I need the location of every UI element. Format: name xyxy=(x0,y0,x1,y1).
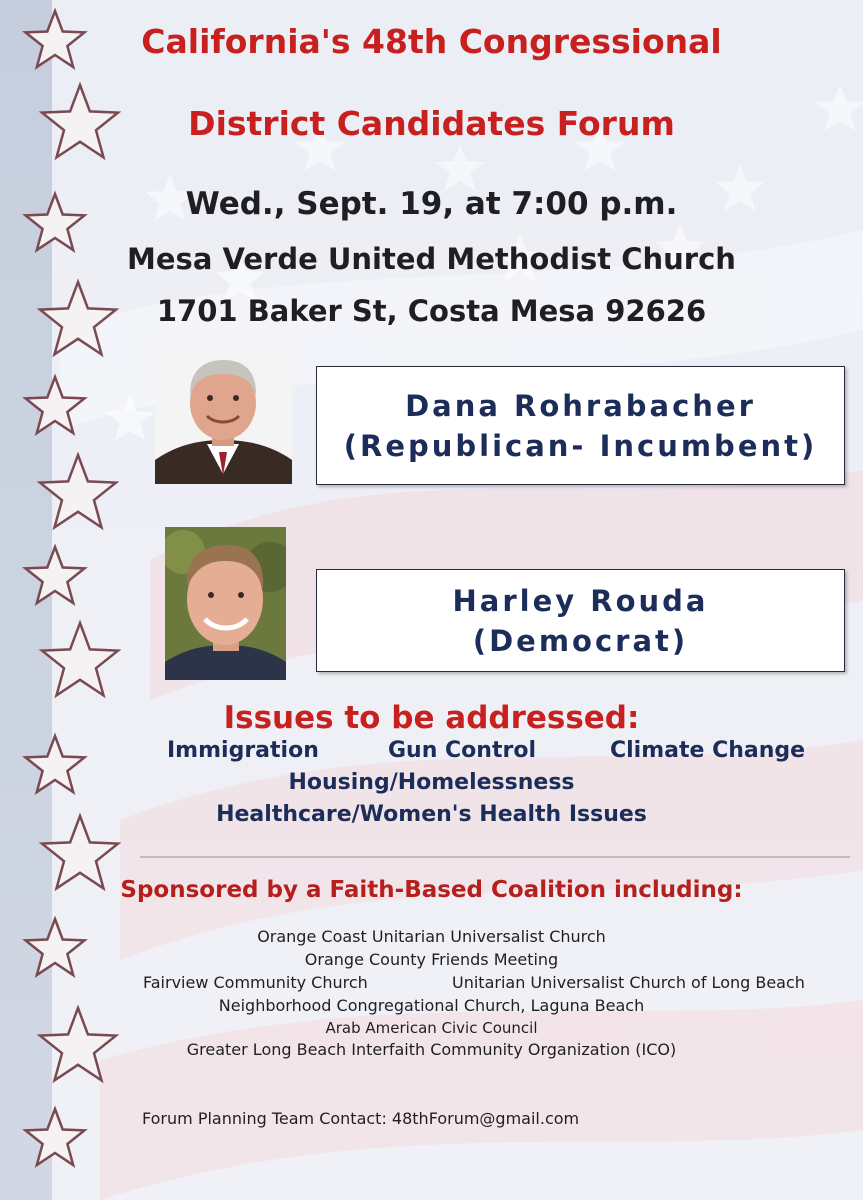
event-venue: Mesa Verde United Methodist Church xyxy=(127,242,736,276)
title-line-1: California's 48th Congressional xyxy=(141,22,722,61)
candidate-photo-rohrabacher xyxy=(155,348,292,484)
issue-item: Healthcare/Women's Health Issues xyxy=(216,802,647,827)
title-line-2: District Candidates Forum xyxy=(188,104,675,143)
candidate-box-rohrabacher xyxy=(316,366,845,485)
sponsor-item: Arab American Civic Council xyxy=(325,1019,538,1037)
sponsor-item: Unitarian Universalist Church of Long Beach xyxy=(452,973,805,992)
sponsor-item: Orange County Friends Meeting xyxy=(304,950,559,969)
sponsors-heading: Sponsored by a Faith-Based Coalition including: xyxy=(120,877,743,903)
candidate-party: (Democrat) xyxy=(472,623,689,658)
issues-heading: Issues to be addressed: xyxy=(223,700,640,736)
sponsor-item: Orange Coast Unitarian Universalist Church xyxy=(257,927,606,946)
candidate-photo-rouda xyxy=(165,527,286,680)
sponsor-item: Fairview Community Church xyxy=(143,973,368,992)
event-address: 1701 Baker St, Costa Mesa 92626 xyxy=(156,294,707,328)
issue-item: Housing/Homelessness xyxy=(288,770,575,795)
sponsor-item: Greater Long Beach Interfaith Community Organization (ICO) xyxy=(186,1040,677,1059)
issue-item: Gun Control xyxy=(388,738,536,763)
candidate-party: (Republican- Incumbent) xyxy=(343,428,818,463)
issue-item: Climate Change xyxy=(610,738,806,763)
sponsor-item: Neighborhood Congregational Church, Laguna Beach xyxy=(218,996,645,1015)
candidate-name: Dana Rohrabacher xyxy=(405,388,756,423)
candidate-name: Harley Rouda xyxy=(452,583,709,618)
candidate-box-rouda xyxy=(316,569,845,672)
contact-line: Forum Planning Team Contact: 48thForum@gmail.com xyxy=(142,1109,580,1128)
event-datetime: Wed., Sept. 19, at 7:00 p.m. xyxy=(185,186,678,222)
issue-item: Immigration xyxy=(167,738,319,763)
